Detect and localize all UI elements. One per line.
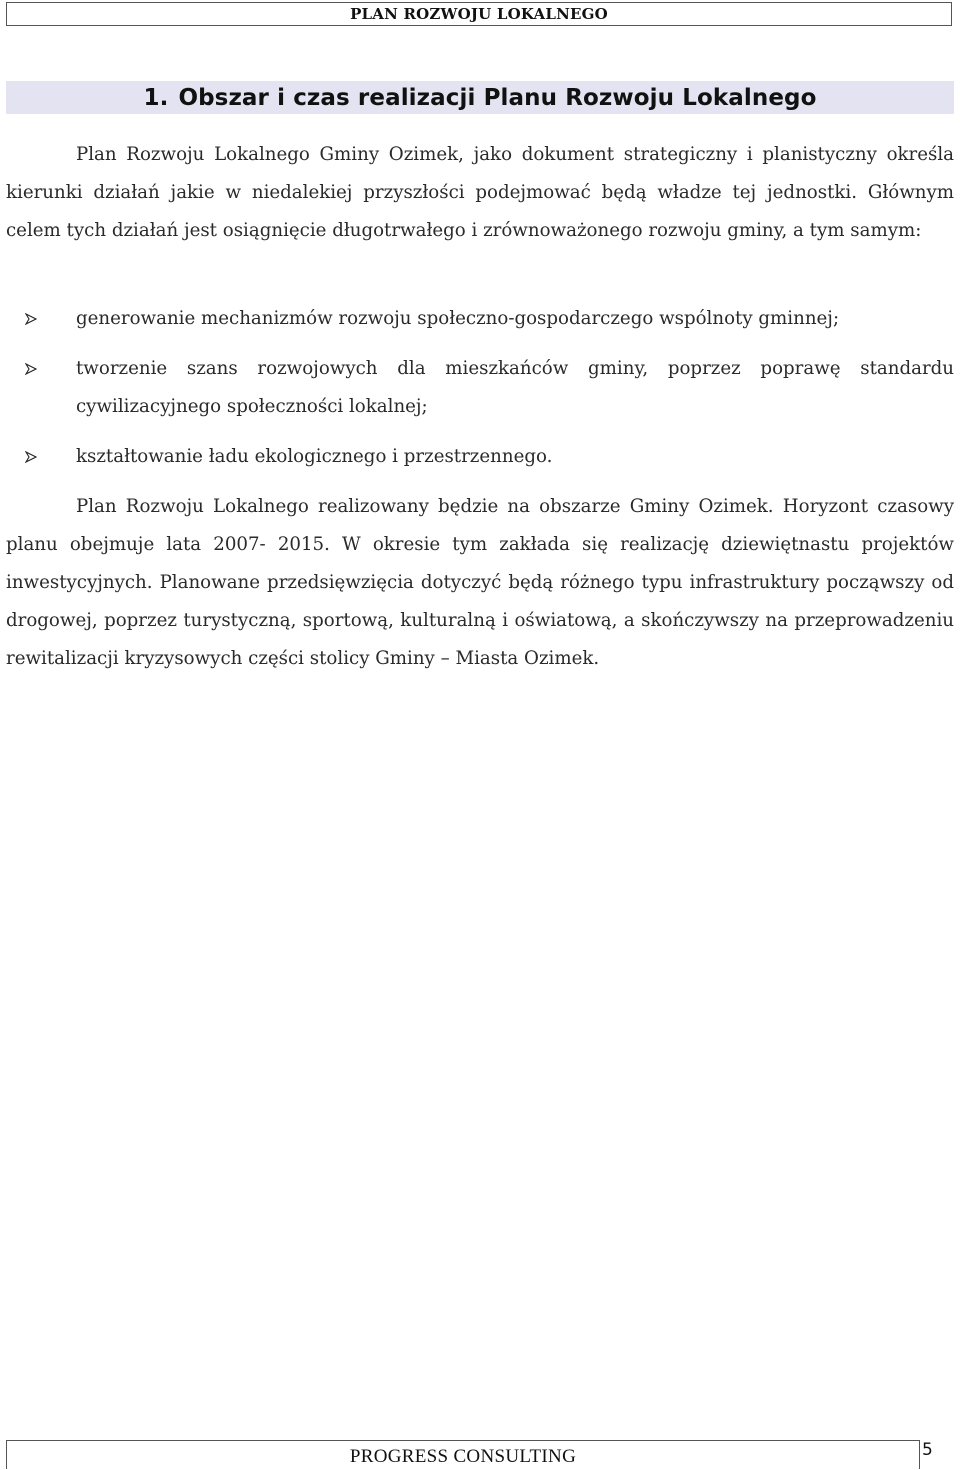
section-number: 1. xyxy=(143,84,169,111)
arrowhead-bullet-icon xyxy=(25,313,37,325)
list-item xyxy=(6,438,954,476)
timeframe-paragraph: Plan Rozwoju Lokalnego realizowany będzie na obszarze Gminy Ozimek. Horyzont czasowy planu obejmuje lata 2007- 2015. W okresie tym zakłada się realizację dziewiętnastu projektów inwestycyjnych. Planowane przedsięwzięcia dotyczyć będą różnego typu infrastruktury począwszy od drogowej, poprzez turystyczną, sportową, kulturalną i oświatową, a skończywszy na przeprowadzeniu rewitalizacji kryzysowych części stolicy Gminy – Miasta Ozimek. xyxy=(6,496,954,669)
arrowhead-bullet-icon xyxy=(25,451,37,463)
list-item-text: generowanie mechanizmów rozwoju społeczno-gospodarczego wspólnoty gminnej; xyxy=(76,308,840,329)
section-title: Obszar i czas realizacji Planu Rozwoju Lokalnego xyxy=(178,84,817,111)
arrowhead-bullet-icon xyxy=(25,363,37,375)
page-number: 5 xyxy=(922,1440,933,1460)
section-heading-bar xyxy=(6,81,954,114)
list-item xyxy=(6,300,954,338)
section-heading xyxy=(143,85,816,111)
intro-paragraph: Plan Rozwoju Lokalnego Gminy Ozimek, jako dokument strategiczny i planistyczny określa kierunki działań jakie w niedalekiej przyszłości podejmować będą władze tej jednostki. Głównym celem tych działań jest osiągnięcie długotrwałego i zrównoważonego rozwoju gminy, a tym samym: xyxy=(6,144,954,241)
list-item-text: kształtowanie ładu ekologicznego i przestrzennego. xyxy=(76,446,553,467)
list-item-text: tworzenie szans rozwojowych dla mieszkańców gminy, poprzez poprawę standardu cywilizacyjnego społeczności lokalnej; xyxy=(76,358,954,417)
header-title: PLAN ROZWOJU LOKALNEGO xyxy=(350,5,608,23)
page-header xyxy=(6,2,952,26)
goals-list xyxy=(6,300,954,488)
page-footer xyxy=(6,1440,920,1469)
footer-company: PROGRESS CONSULTING xyxy=(349,1446,577,1467)
list-item xyxy=(6,350,954,426)
